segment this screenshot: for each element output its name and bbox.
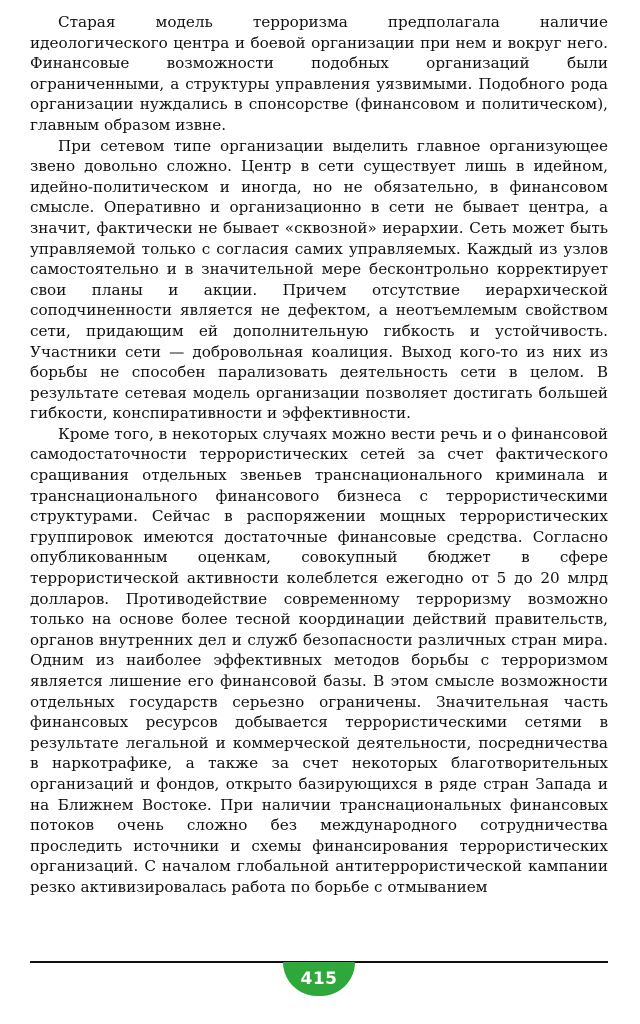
- paragraph-financing: Кроме того, в некоторых случаях можно вести речь и о финансовой самодостаточности террористических сетей за счет фактического сращивания отдельных звеньев транснационального криминала и транснационального финансового бизнеса с террористическими структурами. Сейчас в распоряжении мощных террористических группировок имеются достаточные финансовые средства. Согласно опубликованным оценкам, совокупный бюджет в сфере террористической активности колеблется ежегодно от 5 до 20 млрд долларов. Противодействие современному терроризму возможно только на основе более тесной координации действий правительств, органов внутренних дел и служб безопасности различных стран мира. Одним из наиболее эффективных методов борьбы с терроризмом является лишение его финансовой базы. В этом смысле возможности отдельных государств серьезно ограничены. Значительная часть финансовых ресурсов добывается террористическими сетями в результате легальной и коммерческой деятельности, посредничества в наркотрафике, а также за счет некоторых благотворительных организаций и фондов, открыто базирующихся в ряде стран Запада и на Ближнем Востоке. При наличии транснациональных финансовых потоков очень сложно без международного сотрудничества проследить источники и схемы финансирования террористических организаций. С началом глобальной антитеррористической кампании резко активизировалась работа по борьбе с отмыванием: [30, 424, 608, 896]
- paragraph-network-type: При сетевом типе организации выделить главное организующее звено довольно сложно. Центр в сети существует лишь в идейном, идейно-политическом и иногда, но не обязательно, в финансовом смысле. Оперативно и организационно в сети не бывает центра, а значит, фактически не бывает «сквозной» иерархии. Сеть может быть управляемой только с согласия самих управляемых. Каждый из узлов самостоятельно и в значительной мере бесконтрольно корректирует свои планы и акции. Причем отсутствие иерархической соподчиненности является не дефектом, а неотъемлемым свойством сети, придающим ей дополнительную гибкость и устойчивость. Участники сети — добровольная коалиция. Выход кого-то из них из борьбы не способен парализовать деятельность сети в целом. В результате сетевая модель организации позволяет достигать большей гибкости, конспиративности и эффективности.: [30, 136, 608, 423]
- page-number-badge: [283, 962, 355, 996]
- page-body: [30, 12, 608, 898]
- paragraph-old-model: Старая модель терроризма предполагала наличие идеологического центра и боевой организации при нем и вокруг него. Финансовые возможности подобных организаций были ограниченными, а структуры управления уязвимыми. Подобного рода организации нуждались в спонсорстве (финансовом и политическом), главным образом извне.: [30, 13, 608, 134]
- page-number: 415: [300, 969, 338, 989]
